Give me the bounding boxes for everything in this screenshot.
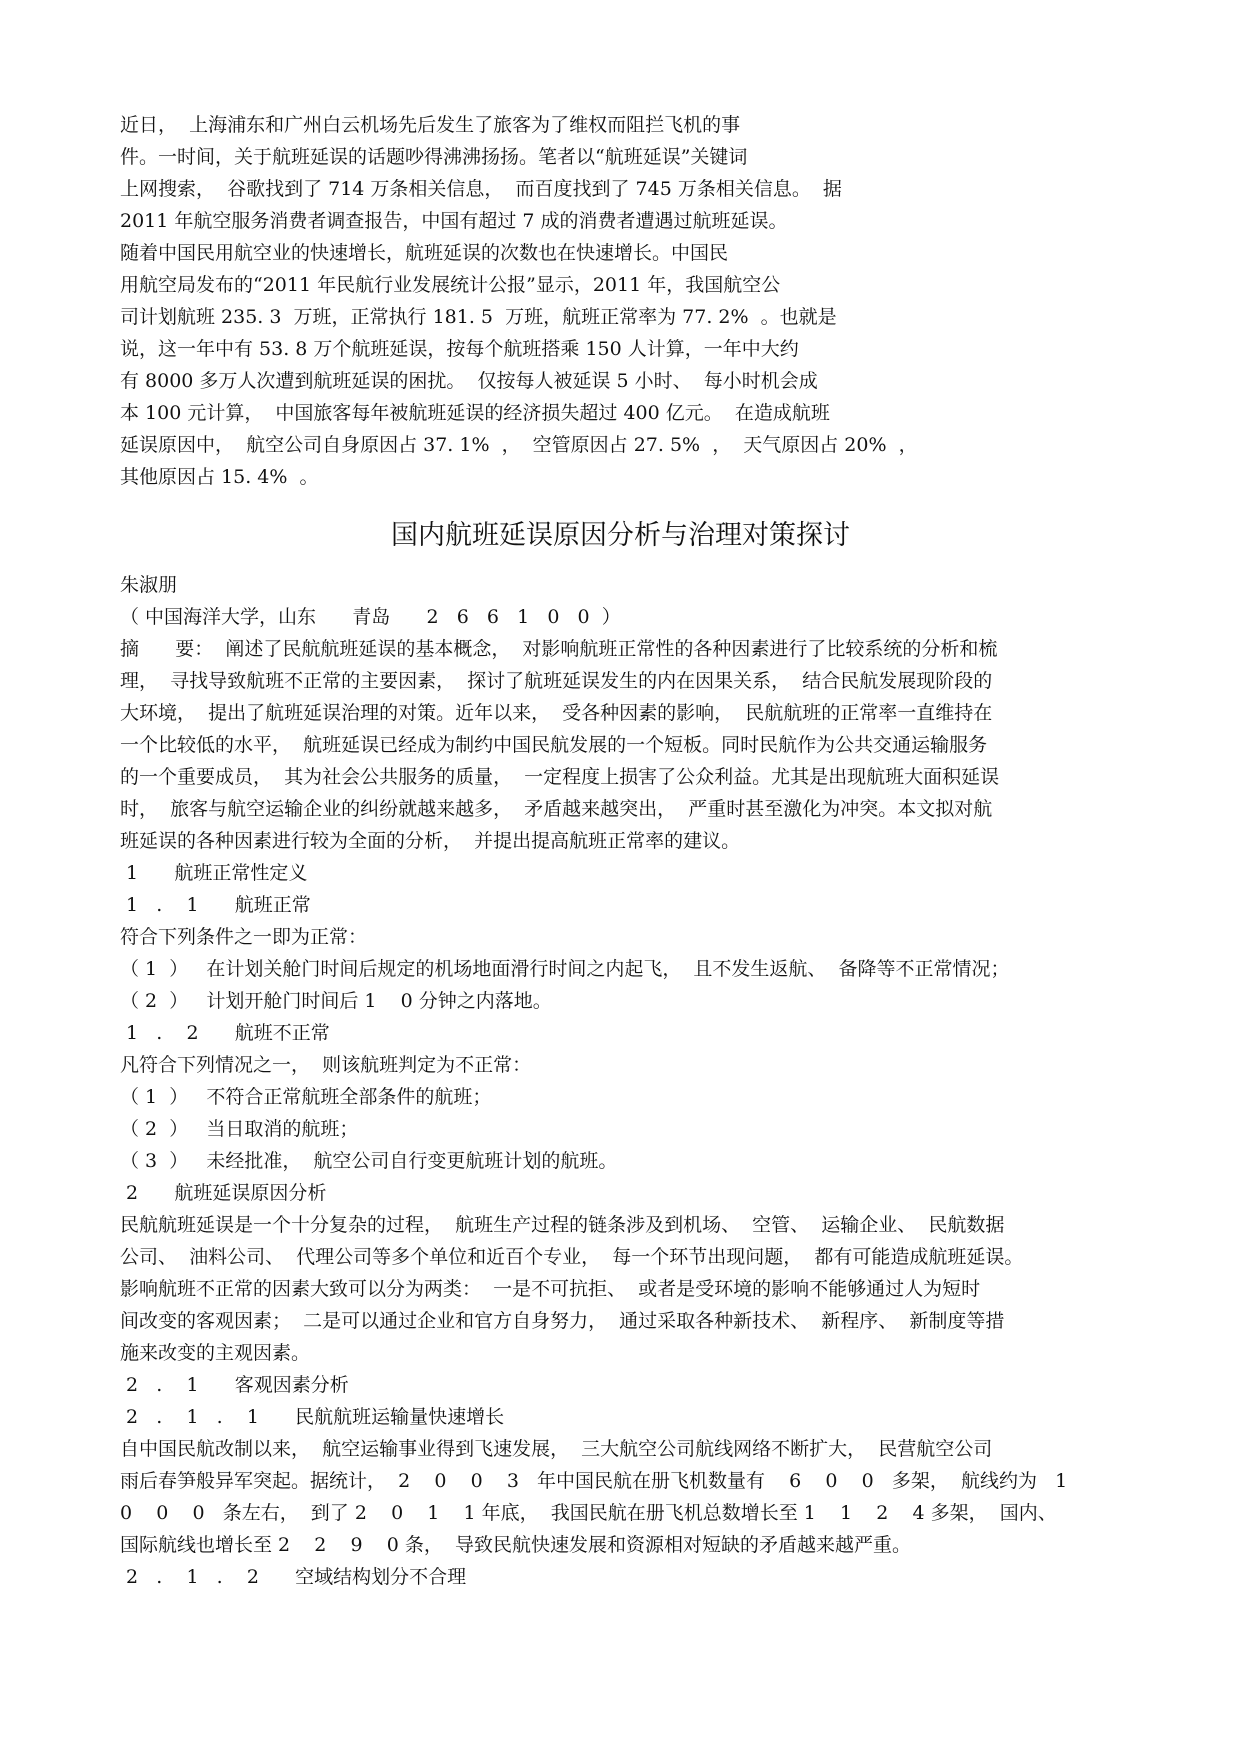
subsection-heading: 1 . 2 航班不正常 [120,1022,330,1044]
abstract-line: 的一个重要成员， 其为社会公共服务的质量， 一定程度上损害了公众利益。尤其是出现航班大面积延误 [120,766,1000,788]
intro-line: 说，这一年中有 53. 8 万个航班延误，按每个航班搭乘 150 人计算，一年中大约 [120,338,799,360]
abstract-line: 理， 寻找导致航班不正常的主要因素， 探讨了航班延误发生的内在因果关系， 结合民航发展现阶段的 [120,670,993,692]
list-item: （ 2 ） 当日取消的航班； [120,1118,359,1140]
author-affiliation: （ 中国海洋大学，山东 青岛 2 6 6 1 0 0 ） [120,606,621,628]
body-line: 影响航班不正常的因素大致可以分为两类： 一是不可抗拒、 或者是受环境的影响不能够通过人为短时 [120,1278,981,1300]
intro-line: 延误原因中， 航空公司自身原因占 37. 1% ， 空管原因占 27. 5% ， 天气原因占 20% ， [120,434,918,456]
section-heading: 2 航班延误原因分析 [120,1182,327,1204]
body-line: 雨后春笋般异军突起。据统计， 2 0 0 3 年中国民航在册飞机数量有 6 0 0 多架， 航线约为 1 [120,1470,1068,1492]
subsubsection-heading: 2 . 1 . 1 民航航班运输量快速增长 [120,1406,505,1428]
body-line: 符合下列条件之一即为正常： [120,926,368,948]
subsection-heading: 2 . 1 客观因素分析 [120,1374,349,1396]
body-line: 自中国民航改制以来， 航空运输事业得到飞速发展， 三大航空公司航线网络不断扩大， 民营航空公司 [120,1438,993,1460]
section-heading: 1 航班正常性定义 [120,862,308,884]
body-line: 民航航班延误是一个十分复杂的过程， 航班生产过程的链条涉及到机场、 空管、 运输企业、 民航数据 [120,1214,1005,1236]
body-line: 公司、 油料公司、 代理公司等多个单位和近百个专业， 每一个环节出现问题， 都有可能造成航班延误。 [120,1246,1024,1268]
intro-line: 用航空局发布的“2011 年民航行业发展统计公报”显示，2011 年，我国航空公 [120,274,781,296]
body-line: 国际航线也增长至 2 2 9 0 条， 导致民航快速发展和资源相对短缺的矛盾越来越严重。 [120,1534,911,1556]
body-line: 施来改变的主观因素。 [120,1342,311,1364]
paper-title: 国内航班延误原因分析与治理对策探讨 [391,520,850,551]
intro-line: 近日， 上海浦东和广州白云机场先后发生了旅客为了维权而阻拦飞机的事 [120,114,741,136]
intro-line: 本 100 元计算， 中国旅客每年被航班延误的经济损失超过 400 亿元。 在造成航班 [120,402,830,424]
subsection-heading: 1 . 1 航班正常 [120,894,311,916]
intro-line: 件。一时间，关于航班延误的话题吵得沸沸扬扬。笔者以“航班延误”关键词 [120,146,748,168]
list-item: （ 2 ） 计划开舱门时间后 1 0 分钟之内落地。 [120,990,552,1012]
abstract-line: 大环境， 提出了航班延误治理的对策。近年以来， 受各种因素的影响， 民航航班的正常率一直维持在 [120,702,993,724]
intro-line: 随着中国民用航空业的快速增长，航班延误的次数也在快速增长。中国民 [120,242,729,264]
subsubsection-heading: 2 . 1 . 2 空域结构划分不合理 [120,1566,467,1588]
list-item: （ 3 ） 未经批准， 航空公司自行变更航班计划的航班。 [120,1150,618,1172]
abstract-line: 班延误的各种因素进行较为全面的分析， 并提出提高航班正常率的建议。 [120,830,741,852]
list-item: （ 1 ） 在计划关舱门时间后规定的机场地面滑行时间之内起飞， 且不发生返航、 备降等不正常情况； [120,958,1010,980]
intro-line: 上网搜索， 谷歌找到了 714 万条相关信息， 而百度找到了 745 万条相关信息。 据 [120,178,842,200]
intro-line: 有 8000 多万人次遭到航班延误的困扰。 仅按每人被延误 5 小时、 每小时机会成 [120,370,818,392]
abstract-line: 时， 旅客与航空运输企业的纠纷就越来越多， 矛盾越来越突出， 严重时甚至激化为冲突。本文拟对航 [120,798,993,820]
list-item: （ 1 ） 不符合正常航班全部条件的航班； [120,1086,492,1108]
body-line: 凡符合下列情况之一， 则该航班判定为不正常： [120,1054,532,1076]
author-name: 朱淑朋 [120,574,178,596]
body-line: 0 0 0 条左右， 到了 2 0 1 1 年底， 我国民航在册飞机总数增长至 1 1 2 4 多架， 国内、 [120,1502,1057,1524]
abstract-line: 一个比较低的水平， 航班延误已经成为制约中国民航发展的一个短板。同时民航作为公共交通运输服务 [120,734,988,756]
intro-line: 司计划航班 235. 3 万班，正常执行 181. 5 万班，航班正常率为 77. 2% 。也就是 [120,306,837,328]
intro-line: 其他原因占 15. 4% 。 [120,466,319,488]
intro-line: 2011 年航空服务消费者调查报告，中国有超过 7 成的消费者遭遇过航班延误。 [120,210,788,232]
body-line: 间改变的客观因素； 二是可以通过企业和官方自身努力， 通过采取各种新技术、 新程序、 新制度等措 [120,1310,1005,1332]
abstract-line: 摘 要： 阐述了民航航班延误的基本概念， 对影响航班正常性的各种因素进行了比较系统的分析和梳 [120,638,998,660]
